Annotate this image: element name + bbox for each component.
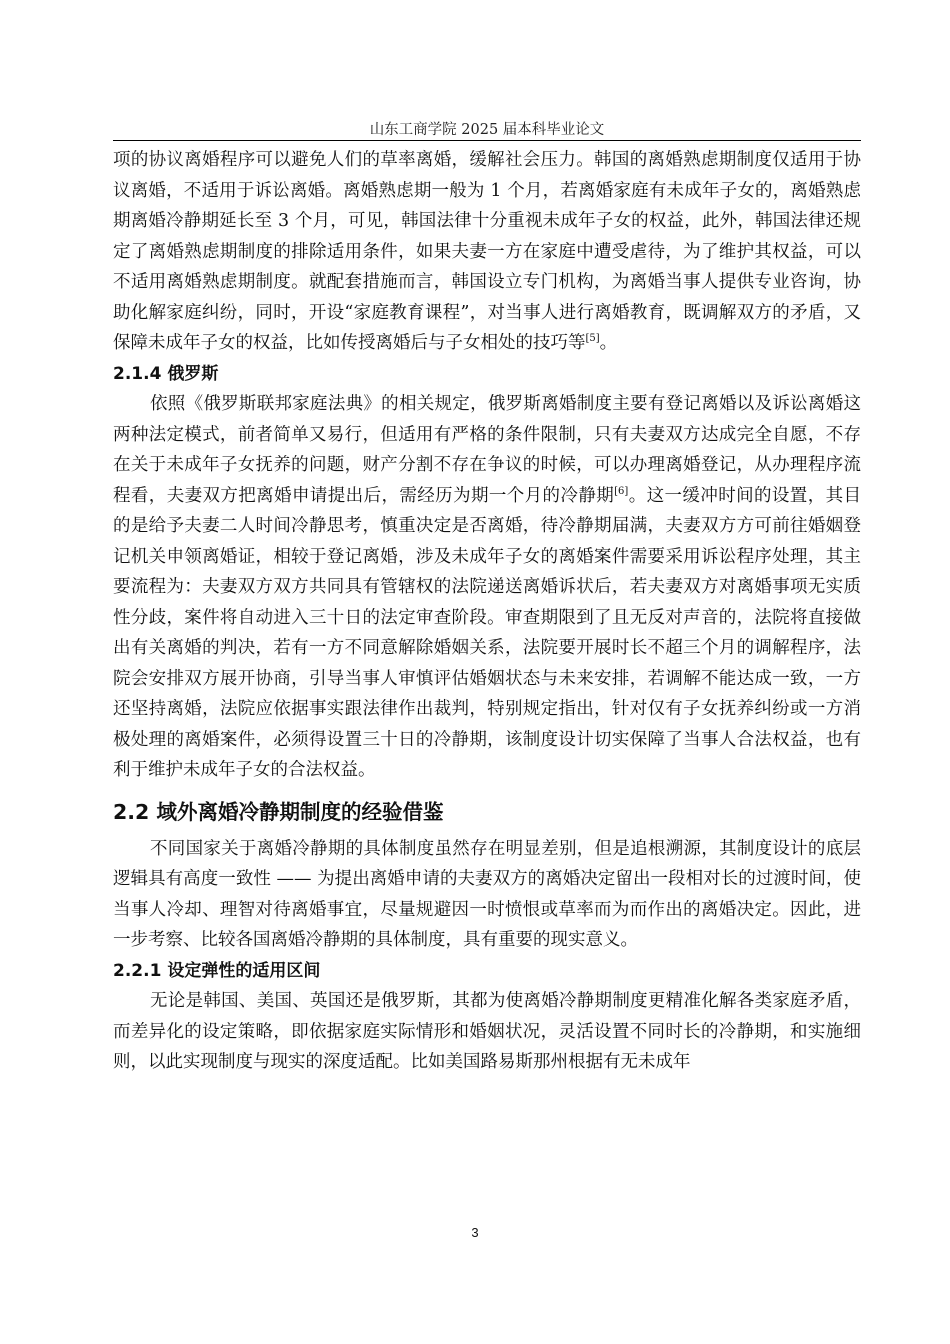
paragraph-text: 依照《俄罗斯联邦家庭法典》的相关规定，俄罗斯离婚制度主要有登记离婚以及诉讼离婚这两种法定模式，前者简单又易行，但适用有严格的条件限制，只有夫妻双方达成完全自愿，不存在关于未成年子女抚养的问题，财产分割不存在争议的时候，可以办理离婚登记，从办理程序流程看，夫妻双方把离婚申请提出后，需经历为期一个月的冷静期 <box>113 394 861 506</box>
paragraph-text: 项的协议离婚程序可以避免人们的草率离婚，缓解社会压力。韩国的离婚熟虑期制度仅适用于协议离婚，不适用于诉讼离婚。离婚熟虑期一般为 1 个月，若离婚家庭有未成年子女的，离婚熟虑期离婚冷静期延长至 3 个月，可见，韩国法律十分重视未成年子女的权益，此外，韩国法律还规定了离婚熟虑期制度的排除适用条件，如果夫妻一方在家庭中遭受虐待，为了维护其权益，可以不适用离婚熟虑期制度。就配套措施而言，韩国设立专门机构，为离婚当事人提供专业咨询，协助化解家庭纠纷，同时，开设“家庭教育课程”，对当事人进行离婚教育，既调解双方的矛盾，又保障未成年子女的权益，比如传授离婚后与子女相处的技巧等 <box>113 150 861 353</box>
citation-ref: [5] <box>585 333 600 345</box>
paragraph-end: 。 <box>599 333 618 353</box>
subsection-heading-flexible-range: 2.2.1 设定弹性的适用区间 <box>113 960 321 981</box>
paragraph-russia <box>113 389 861 786</box>
paragraph-experience: 不同国家关于离婚冷静期的具体制度虽然存在明显差别，但是追根溯源，其制度设计的底层逻辑具有高度一致性 —— 为提出离婚申请的夫妻双方的离婚决定留出一段相对长的过渡时间，使当事人冷却、理智对待离婚事宜，尽量规避因一时愤恨或草率而为而作出的离婚决定。因此，进一步考察、比较各国离婚冷静期的具体制度，具有重要的现实意义。 <box>113 838 861 950</box>
page-body <box>113 145 861 1078</box>
citation-ref: [6] <box>614 485 629 497</box>
paragraph-flexible-range: 无论是韩国、美国、英国还是俄罗斯，其都为使离婚冷静期制度更精准化解各类家庭矛盾，而差异化的设定策略，即依据家庭实际情形和婚姻状况，灵活设置不同时长的冷静期，和实施细则，以此实现制度与现实的深度适配。比如美国路易斯那州根据有无未成年 <box>113 991 861 1072</box>
section-heading-experience: 2.2 域外离婚冷静期制度的经验借鉴 <box>113 799 444 824</box>
paragraph-korea-continued <box>113 145 861 359</box>
paragraph-text: 。这一缓冲时间的设置，其目的是给予夫妻二人时间冷静思考，慎重决定是否离婚，待冷静期届满，夫妻双方方可前往婚姻登记机关申领离婚证，相较于登记离婚，涉及未成年子女的离婚案件需要采用诉讼程序处理，其主要流程为：夫妻双方双方共同具有管辖权的法院递送离婚诉状后，若夫妻双方对离婚事项无实质性分歧，案件将自动进入三十日的法定审查阶段。审查期限到了且无反对声音的，法院将直接做出有关离婚的判决，若有一方不同意解除婚姻关系，法院要开展时长不超三个月的调解程序，法院会安排双方展开协商，引导当事人审慎评估婚姻状态与未来安排，若调解不能达成一致，一方还坚持离婚，法院应依据事实跟法律作出裁判，特别规定指出，针对仅有子女抚养纠纷或一方消极处理的离婚案件，必须得设置三十日的冷静期，该制度设计切实保障了当事人合法权益，也有利于维护未成年子女的合法权益。 <box>113 485 862 780</box>
header-divider <box>113 140 861 141</box>
running-header: 山东工商学院 2025 届本科毕业论文 <box>369 122 605 138</box>
subsection-heading-russia: 2.1.4 俄罗斯 <box>113 363 219 384</box>
page-number: 3 <box>471 1225 479 1240</box>
